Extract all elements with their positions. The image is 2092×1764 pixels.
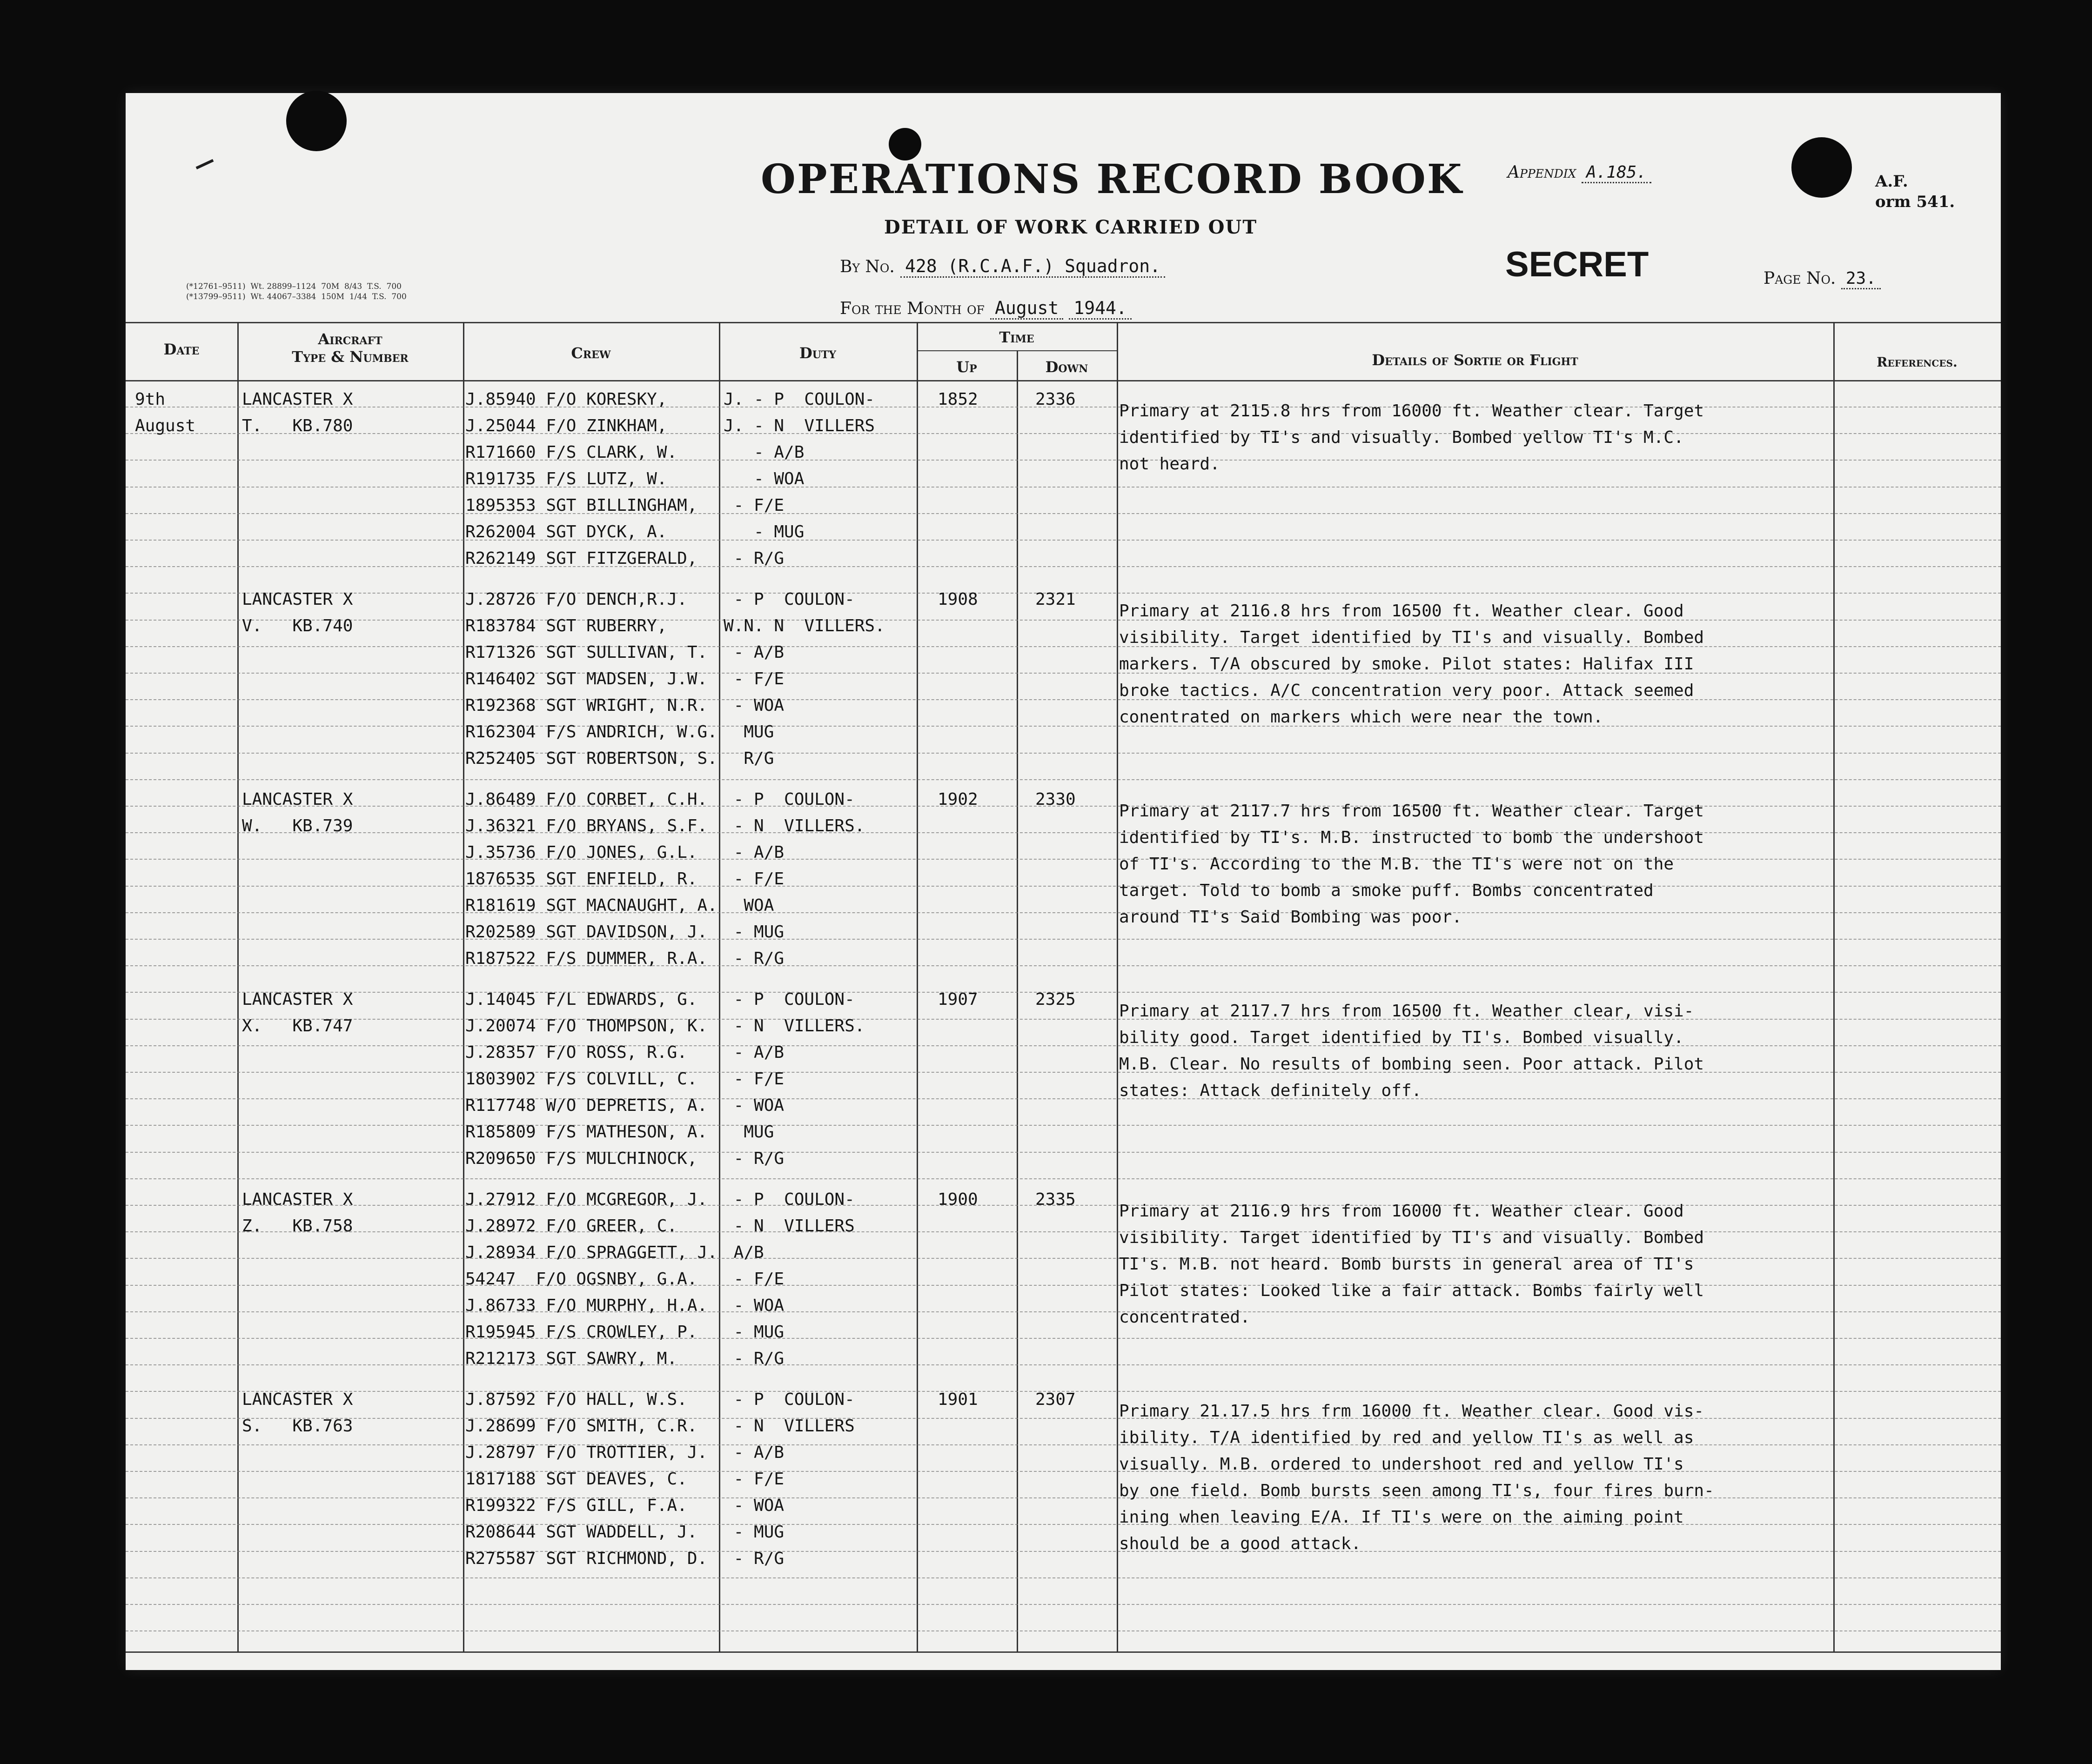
ruled-line [126, 1577, 2001, 1578]
detail-line: Pilot states: Looked like a fair attack. Bombs fairly well [1119, 1281, 1704, 1300]
detail-line: Primary at 2117.7 hrs from 16500 ft. Weather clear. Target [1119, 802, 1704, 821]
pen-mark [196, 159, 214, 169]
entry-aircraft: LANCASTER X X. KB.747 [242, 990, 353, 1036]
page-number [1763, 269, 1881, 288]
entry-duty: - P COULON- - N VILLERS A/B - F/E - WOA - MUG - R/G [733, 1190, 855, 1368]
entry-down: 2330 [1035, 790, 1076, 809]
entry-up: 1900 [938, 1190, 978, 1209]
detail-line: ining when leaving E/A. If TI's were on the aiming point [1119, 1508, 1684, 1527]
entry-aircraft: LANCASTER X T. KB.780 [242, 390, 353, 435]
entry-aircraft: LANCASTER X W. KB.739 [242, 790, 353, 835]
col-rule-duty [917, 322, 918, 1652]
col-rule-crew [719, 322, 720, 1652]
entry-crew: J.87592 F/O HALL, W.S. J.28699 F/O SMITH, C.R. J.28797 F/O TROTTIER, J. 1817188 SGT DEAVES, C. R199322 F/S GILL, F.A. R208644 SGT WADDELL, J. R275587 SGT RICHMOND, D. [465, 1390, 708, 1568]
ruled-line [126, 673, 2001, 674]
detail-line: ibility. T/A identified by red and yellow TI's as well as [1119, 1428, 1694, 1447]
col-header-details: Details of Sortie or Flight [1372, 351, 1578, 369]
ruled-line [126, 1231, 2001, 1232]
entry-crew: J.28726 F/O DENCH,R.J. R183784 SGT RUBERRY, R171326 SGT SULLIVAN, T. R146402 SGT MADSEN, J.W. R192368 SGT WRIGHT, N.R. R162304 F/S ANDRICH, W.G. R252405 SGT ROBERTSON, S. [465, 590, 717, 768]
ruled-line [126, 859, 2001, 860]
punch-hole [286, 91, 347, 151]
entry-date: 9th August [135, 390, 196, 435]
print-reference [186, 281, 407, 302]
table-header-rule [126, 380, 2001, 381]
punch-hole [1791, 137, 1852, 198]
entry-down: 2321 [1035, 590, 1076, 609]
squadron-line [840, 256, 1165, 276]
appendix-value: A.185. [1582, 163, 1651, 183]
ruled-line [126, 886, 2001, 887]
ruled-line [126, 540, 2001, 541]
month-value: August [990, 298, 1063, 320]
col-header-duty: Duty [799, 344, 836, 362]
ruled-line [126, 1125, 2001, 1126]
ruled-line [126, 1551, 2001, 1552]
detail-line: Primary at 2117.7 hrs from 16500 ft. Weather clear, visi- [1119, 1002, 1694, 1021]
detail-line: markers. T/A obscured by smoke. Pilot states: Halifax III [1119, 655, 1694, 674]
entry-details [1119, 1398, 1714, 1557]
entry-down: 2336 [1035, 390, 1076, 409]
detail-line: TI's. M.B. not heard. Bomb bursts in general area of TI's [1119, 1255, 1694, 1274]
ruled-line [126, 1364, 2001, 1365]
form-number-value: orm 541. [1875, 193, 1955, 211]
entry-details [1119, 998, 1704, 1104]
entry-duty: - P COULON- W.N. N VILLERS. - A/B - F/E - WOA MUG R/G [724, 590, 885, 768]
entry-down: 2335 [1035, 1190, 1076, 1209]
entry-details [1119, 1198, 1704, 1330]
col-header-crew: Crew [571, 344, 611, 362]
form-sheet [126, 93, 2001, 1670]
entry-crew: J.14045 F/L EDWARDS, G. J.20074 F/O THOMPSON, K. J.28357 F/O ROSS, R.G. 1803902 F/S COLVILL, C. R117748 W/O DEPRETIS, A. R185809 F/S MATHESON, A. R209650 F/S MULCHINOCK, [465, 990, 708, 1168]
ruled-line [126, 1524, 2001, 1525]
page-subtitle: DETAIL OF WORK CARRIED OUT [884, 216, 1258, 238]
month-label: For the Month of [840, 299, 985, 318]
ruled-line [126, 433, 2001, 434]
detail-line: Primary 21.17.5 hrs frm 16000 ft. Weather clear. Good vis- [1119, 1402, 1704, 1421]
detail-line: visibility. Target identified by TI's and visually. Bombed [1119, 628, 1704, 647]
ruled-line [126, 1418, 2001, 1419]
ruled-line [126, 460, 2001, 461]
ruled-line [126, 1019, 2001, 1020]
detail-line: identified by TI's. M.B. instructed to bomb the undershoot [1119, 828, 1704, 847]
detail-line: concentrated. [1119, 1308, 1250, 1327]
col-header-aircraft: Aircraft Type & Number [292, 330, 409, 366]
entry-down: 2325 [1035, 990, 1076, 1009]
entry-details [1119, 798, 1704, 930]
col-rule-time [1117, 322, 1118, 1652]
ruled-line [126, 779, 2001, 780]
ruled-line [126, 1338, 2001, 1339]
col-header-up: Up [956, 358, 977, 376]
entry-aircraft: LANCASTER X S. KB.763 [242, 1390, 353, 1436]
appendix-label: Appendix [1508, 163, 1576, 182]
detail-line: by one field. Bomb bursts seen among TI's, four fires burn- [1119, 1481, 1714, 1500]
detail-line: broke tactics. A/C concentration very poor. Attack seemed [1119, 681, 1694, 700]
entry-up: 1852 [938, 390, 978, 409]
entry-up: 1907 [938, 990, 978, 1009]
ruled-line [126, 1630, 2001, 1631]
detail-line: bility good. Target identified by TI's. Bombed visually. [1119, 1028, 1684, 1047]
col-header-references: References. [1877, 354, 1958, 370]
detail-line: M.B. Clear. No results of bombing seen. Poor attack. Pilot [1119, 1055, 1704, 1074]
detail-line: Primary at 2115.8 hrs from 16000 ft. Weather clear. Target [1119, 401, 1704, 421]
entry-duty: - P COULON- - N VILLERS. - A/B - F/E - WOA MUG - R/G [733, 990, 865, 1168]
col-header-down: Down [1045, 358, 1088, 376]
year-value: 1944. [1069, 298, 1131, 320]
ruled-line [126, 1311, 2001, 1312]
col-rule-up [1017, 350, 1018, 1652]
form-raf: A.F. [1875, 172, 1908, 191]
ruled-line [126, 566, 2001, 567]
entry-aircraft: LANCASTER X V. KB.740 [242, 590, 353, 635]
detail-line: conentrated on markers which were near the town. [1119, 708, 1603, 727]
detail-line: should be a good attack. [1119, 1534, 1361, 1553]
ruled-line [126, 1178, 2001, 1179]
ruled-line [126, 1152, 2001, 1153]
page-title: OPERATIONS RECORD BOOK [761, 156, 1463, 203]
detail-line: visually. M.B. ordered to undershoot red and yellow TI's [1119, 1455, 1684, 1474]
col-rule-date [237, 322, 239, 1652]
detail-line: Primary at 2116.9 hrs from 16000 ft. Weather clear. Good [1119, 1202, 1684, 1221]
table-top-rule [126, 322, 2001, 323]
detail-line: visibility. Target identified by TI's and visually. Bombed [1119, 1228, 1704, 1247]
ruled-line [126, 832, 2001, 833]
ruled-line [126, 1471, 2001, 1472]
print-ref-1: (*12761–9511) Wt. 28899–1124 70M 8/43 T.S. 700 [186, 282, 402, 291]
entry-duty: - P COULON- - N VILLERS. - A/B - F/E WOA - MUG - R/G [733, 790, 865, 968]
ruled-line [126, 699, 2001, 700]
month-line [840, 298, 1132, 318]
form-number [1875, 171, 1955, 212]
ruled-line [126, 1258, 2001, 1259]
entry-crew: J.85940 F/O KORESKY, J.25044 F/O ZINKHAM, R171660 F/S CLARK, W. R191735 F/S LUTZ, W. 1895353 SGT BILLINGHAM, R262004 SGT DYCK, A. R262149 SGT FITZGERALD, [465, 390, 697, 568]
entry-down: 2307 [1035, 1390, 1076, 1409]
ruled-line [126, 1072, 2001, 1073]
detail-line: around TI's Said Bombing was poor. [1119, 908, 1462, 927]
col-rule-details [1833, 322, 1835, 1652]
ruled-line [126, 939, 2001, 940]
ruled-line [126, 487, 2001, 488]
appendix-line [1508, 163, 1651, 182]
col-rule-aircraft [463, 322, 464, 1652]
ruled-line [126, 753, 2001, 754]
page-value: 23. [1841, 269, 1881, 289]
entry-up: 1901 [938, 1390, 978, 1409]
ruled-line [126, 513, 2001, 514]
ruled-line [126, 1098, 2001, 1099]
entry-duty: J. - P COULON- J. - N VILLERS - A/B - WOA - F/E - MUG - R/G [724, 390, 875, 568]
entry-up: 1902 [938, 790, 978, 809]
col-header-time: Time [999, 328, 1034, 346]
ruled-line [126, 1285, 2001, 1286]
squadron-value: 428 (R.C.A.F.) Squadron. [900, 256, 1165, 278]
entry-aircraft: LANCASTER X Z. KB.758 [242, 1190, 353, 1236]
table-bottom-rule [126, 1651, 2001, 1653]
ruled-line [126, 1045, 2001, 1046]
print-ref-2: (*13799–9511) Wt. 44067–3384 150M 1/44 T.S. 700 [186, 292, 407, 301]
entry-details [1119, 598, 1704, 730]
page-label: Page No. [1763, 269, 1836, 288]
entry-crew: J.86489 F/O CORBET, C.H. J.36321 F/O BRYANS, S.F. J.35736 F/O JONES, G.L. 1876535 SGT ENFIELD, R. R181619 SGT MACNAUGHT, A. R202589 SGT DAVIDSON, J. R187522 F/S DUMMER, R.A. [465, 790, 717, 968]
ruled-line [126, 646, 2001, 647]
entry-up: 1908 [938, 590, 978, 609]
detail-line: identified by TI's and visually. Bombed yellow TI's M.C. [1119, 428, 1684, 447]
detail-line: not heard. [1119, 454, 1220, 474]
detail-line: states: Attack definitely off. [1119, 1081, 1422, 1100]
ruled-line [126, 1444, 2001, 1445]
ruled-line [126, 912, 2001, 913]
detail-line: Primary at 2116.8 hrs from 16500 ft. Weather clear. Good [1119, 601, 1684, 621]
secret-stamp: SECRET [1505, 245, 1649, 284]
by-label: By No. [840, 257, 895, 276]
ruled-line [126, 726, 2001, 727]
col-header-date: Date [163, 341, 200, 358]
ruled-line [126, 620, 2001, 621]
ruled-line [126, 1604, 2001, 1605]
ruled-line [126, 1497, 2001, 1498]
detail-line: target. Told to bomb a smoke puff. Bombs concentrated [1119, 881, 1654, 900]
entry-details [1119, 398, 1704, 477]
detail-line: of TI's. According to the M.B. the TI's were not on the [1119, 855, 1674, 874]
entry-crew: J.27912 F/O MCGREGOR, J. J.28972 F/O GREER, C. J.28934 F/O SPRAGGETT, J. 54247 F/O OGSNBY, G.A. J.86733 F/O MURPHY, H.A. R195945 F/S CROWLEY, P. R212173 SGT SAWRY, M. [465, 1190, 717, 1368]
ruled-line [126, 965, 2001, 966]
entry-duty: - P COULON- - N VILLERS - A/B - F/E - WOA - MUG - R/G [733, 1390, 855, 1568]
